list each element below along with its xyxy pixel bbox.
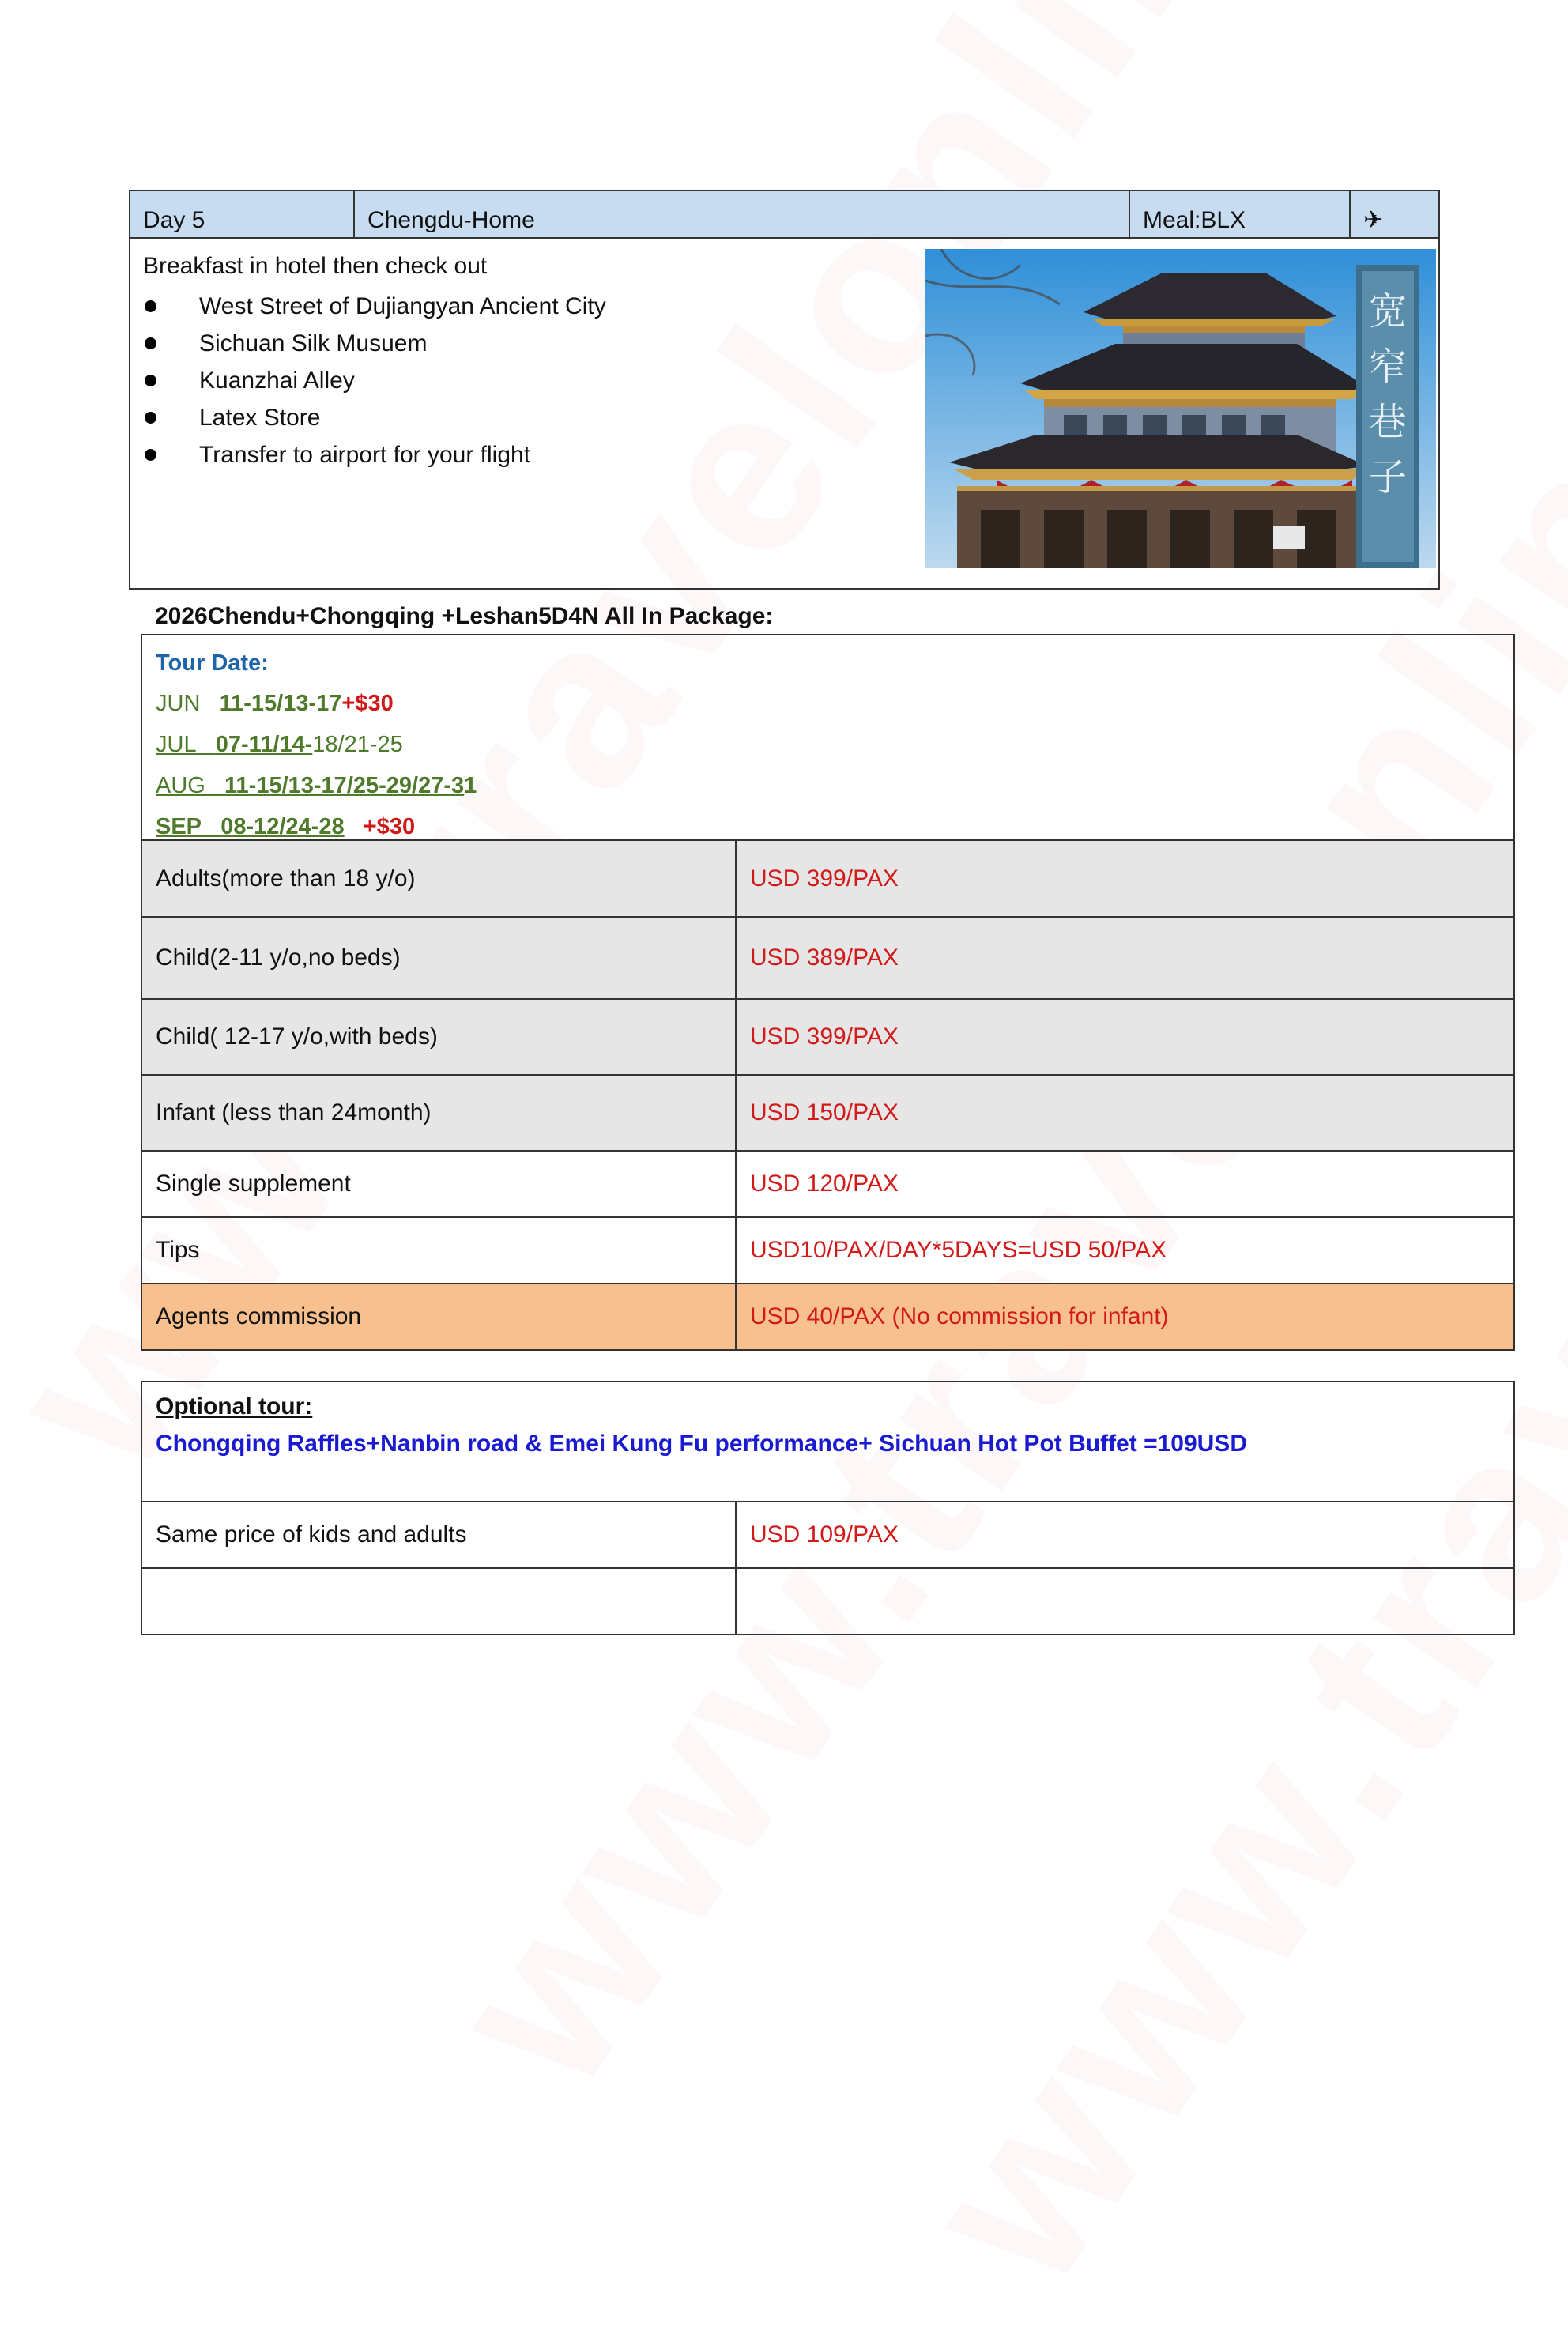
price-row-tips [142, 1218, 1513, 1284]
date-row-jun [156, 683, 1513, 724]
price-row-child-nobed [142, 918, 1513, 1000]
surcharge: +$30 [341, 690, 394, 716]
day-label: Day 5 [130, 191, 355, 237]
price-row-adult [142, 841, 1513, 918]
price-row-infant [142, 1076, 1513, 1152]
month-label: AUG [156, 772, 205, 798]
date-list: 08-12/24-28 [220, 813, 345, 839]
price-value: USD 399/PAX [750, 865, 899, 892]
date-list: 18/21-25 [312, 731, 403, 757]
date-list: 11-15/13-17 [219, 690, 342, 716]
optional-tour-table [141, 1381, 1515, 1635]
bullet-icon [145, 337, 156, 349]
bullet-icon [145, 412, 156, 424]
surcharge: +$30 [363, 813, 416, 839]
sign-char: 宽 [1368, 289, 1408, 334]
price-label: Tips [142, 1218, 737, 1283]
price-value: USD10/PAX/DAY*5DAYS=USD 50/PAX [750, 1237, 1167, 1263]
price-value: USD 120/PAX [750, 1171, 899, 1197]
sign-char: 子 [1368, 455, 1408, 500]
price-table [141, 634, 1515, 1351]
optional-tour-header [142, 1382, 1513, 1502]
sign-char: 窄 [1368, 345, 1408, 389]
date-list: 11-15/13-17/25-29/27-3 [224, 772, 465, 798]
list-item [143, 399, 606, 436]
photo-illustration [925, 249, 1436, 568]
day-route: Chengdu-Home [355, 191, 1130, 237]
empty-cell [737, 1569, 1513, 1634]
bullet-icon [145, 449, 156, 461]
price-label: Infant (less than 24month) [142, 1076, 737, 1150]
price-row-child-bed [142, 1000, 1513, 1076]
price-row-commission [142, 1284, 1513, 1349]
price-label: Single supplement [142, 1152, 737, 1216]
list-item-label: Kuanzhai Alley [199, 367, 355, 394]
price-label: Child( 12-17 y/o,with beds) [142, 1000, 737, 1074]
list-item [143, 288, 606, 325]
list-item-label: Latex Store [199, 404, 321, 431]
list-item-label: West Street of Dujiangyan Ancient City [199, 292, 606, 319]
optional-tour-description: Chongqing Raffles+Nanbin road & Emei Kung Fu performance+ Sichuan Hot Pot Buffet =109USD [156, 1431, 1247, 1457]
day-meal: Meal:BLX [1130, 191, 1351, 237]
date-row-aug [156, 765, 1513, 806]
optional-tour-title: Optional tour: [156, 1393, 313, 1419]
price-value: USD 150/PAX [750, 1099, 899, 1125]
sign-char: 巷 [1368, 400, 1408, 444]
list-item-label: Transfer to airport for your flight [199, 441, 531, 468]
list-item [143, 325, 606, 362]
price-value: USD 109/PAX [750, 1521, 899, 1548]
price-value: USD 389/PAX [750, 944, 899, 971]
price-label: Agents commission [142, 1284, 737, 1349]
empty-row [142, 1569, 1513, 1634]
price-value: USD 40/PAX (No commission for infant) [750, 1303, 1169, 1329]
kuanzhai-alley-photo [925, 249, 1436, 568]
price-label: Child(2-11 y/o,no beds) [142, 918, 737, 998]
month-label: SEP [156, 813, 202, 839]
list-item [143, 436, 606, 473]
date-list: 1 [464, 772, 477, 798]
airplane-icon: ✈ [1363, 207, 1384, 233]
tour-date-label: Tour Date: [156, 650, 269, 676]
date-list: 07-11/14- [215, 731, 313, 757]
empty-cell [142, 1569, 737, 1634]
optional-price-row [142, 1502, 1513, 1569]
price-label: Adults(more than 18 y/o) [142, 841, 737, 916]
month-label: JUL [156, 731, 197, 757]
bullet-icon [145, 375, 156, 386]
day-table [129, 190, 1440, 590]
day-header-row [130, 191, 1438, 239]
itinerary [143, 253, 606, 473]
itinerary-list [143, 288, 606, 473]
itinerary-intro: Breakfast in hotel then check out [143, 253, 488, 279]
date-row-jul [156, 724, 1513, 765]
package-title: 2026Chendu+Chongqing +Leshan5D4N All In Package: [155, 603, 774, 629]
bullet-icon [145, 300, 156, 312]
price-value: USD 399/PAX [750, 1024, 899, 1050]
month-label: JUN [156, 690, 201, 716]
day-body [130, 239, 1438, 588]
list-item [143, 362, 606, 399]
price-row-single [142, 1152, 1513, 1218]
tour-dates [142, 635, 1513, 841]
price-label: Same price of kids and adults [142, 1502, 737, 1567]
list-item-label: Sichuan Silk Musuem [199, 330, 428, 356]
